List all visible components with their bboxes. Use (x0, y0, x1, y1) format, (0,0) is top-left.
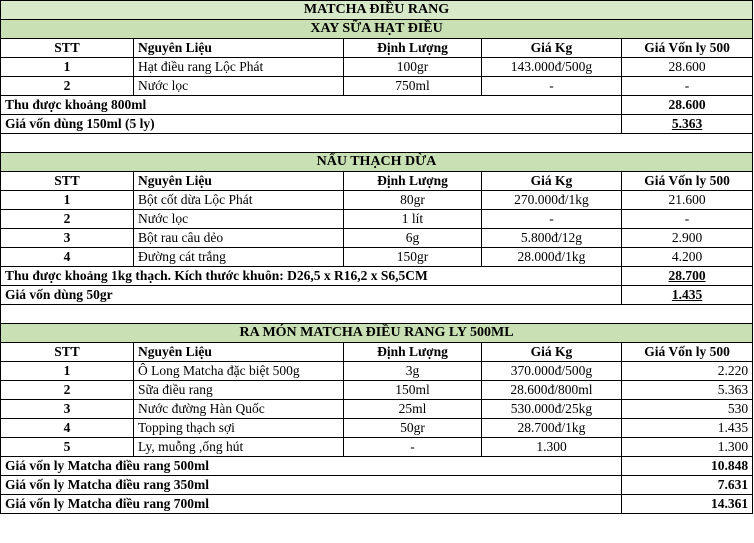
table-row: 2 Nước lọc 1 lít - - (1, 210, 753, 229)
table-row: 1 Ô Long Matcha đặc biệt 500g 3g 370.000đ/500g 2.220 (1, 362, 753, 381)
table-row: 2 Nước lọc 750ml - - (1, 77, 753, 96)
header-amount: Định Lượng (344, 343, 482, 362)
section3-title: RA MÓN MATCHA ĐIỀU RANG LY 500ML (1, 324, 753, 343)
summary-row: Thu được khoảng 1kg thạch. Kích thước khuôn: D26,5 x R16,2 x S6,5CM 28.700 (1, 267, 753, 286)
total-row: Giá vốn ly Matcha điều rang 500ml 10.848 (1, 457, 753, 476)
summary-row: Giá vốn dùng 150ml (5 ly) 5.363 (1, 115, 753, 134)
summary-row: Giá vốn dùng 50gr 1.435 (1, 286, 753, 305)
spacer-row (1, 305, 753, 324)
table-row: 1 Bột cốt dừa Lộc Phát 80gr 270.000đ/1kg 21.600 (1, 191, 753, 210)
header-cost: Giá Vốn ly 500 (622, 172, 753, 191)
spacer-row (1, 134, 753, 153)
header-ingredient: Nguyên Liệu (134, 172, 344, 191)
main-title: MATCHA ĐIỀU RANG (1, 1, 753, 20)
total-row: Giá vốn ly Matcha điều rang 350ml 7.631 (1, 476, 753, 495)
table-row: 5 Ly, muỗng ,ống hút - 1.300 1.300 (1, 438, 753, 457)
header-price: Giá Kg (482, 172, 622, 191)
total-row: Giá vốn ly Matcha điều rang 700ml 14.361 (1, 495, 753, 514)
header-ingredient: Nguyên Liệu (134, 39, 344, 58)
header-stt: STT (1, 172, 134, 191)
header-cost: Giá Vốn ly 500 (622, 343, 753, 362)
table-row: 3 Nước đường Hàn Quốc 25ml 530.000đ/25kg 530 (1, 400, 753, 419)
header-cost: Giá Vốn ly 500 (622, 39, 753, 58)
header-price: Giá Kg (482, 343, 622, 362)
header-amount: Định Lượng (344, 39, 482, 58)
table-row: 3 Bột rau câu dẻo 6g 5.800đ/12g 2.900 (1, 229, 753, 248)
header-ingredient: Nguyên Liệu (134, 343, 344, 362)
header-stt: STT (1, 343, 134, 362)
table-row: 1 Hạt điều rang Lộc Phát 100gr 143.000đ/500g 28.600 (1, 58, 753, 77)
header-stt: STT (1, 39, 134, 58)
section2-title: NẤU THẠCH DỪA (1, 153, 753, 172)
summary-row: Thu được khoảng 800ml 28.600 (1, 96, 753, 115)
table-row: 4 Topping thạch sợi 50gr 28.700đ/1kg 1.435 (1, 419, 753, 438)
header-price: Giá Kg (482, 39, 622, 58)
table-row: 4 Đường cát trắng 150gr 28.000đ/1kg 4.200 (1, 248, 753, 267)
header-amount: Định Lượng (344, 172, 482, 191)
table-row: 2 Sữa điều rang 150ml 28.600đ/800ml 5.363 (1, 381, 753, 400)
section1-title: XAY SỮA HẠT ĐIỀU (1, 20, 753, 39)
